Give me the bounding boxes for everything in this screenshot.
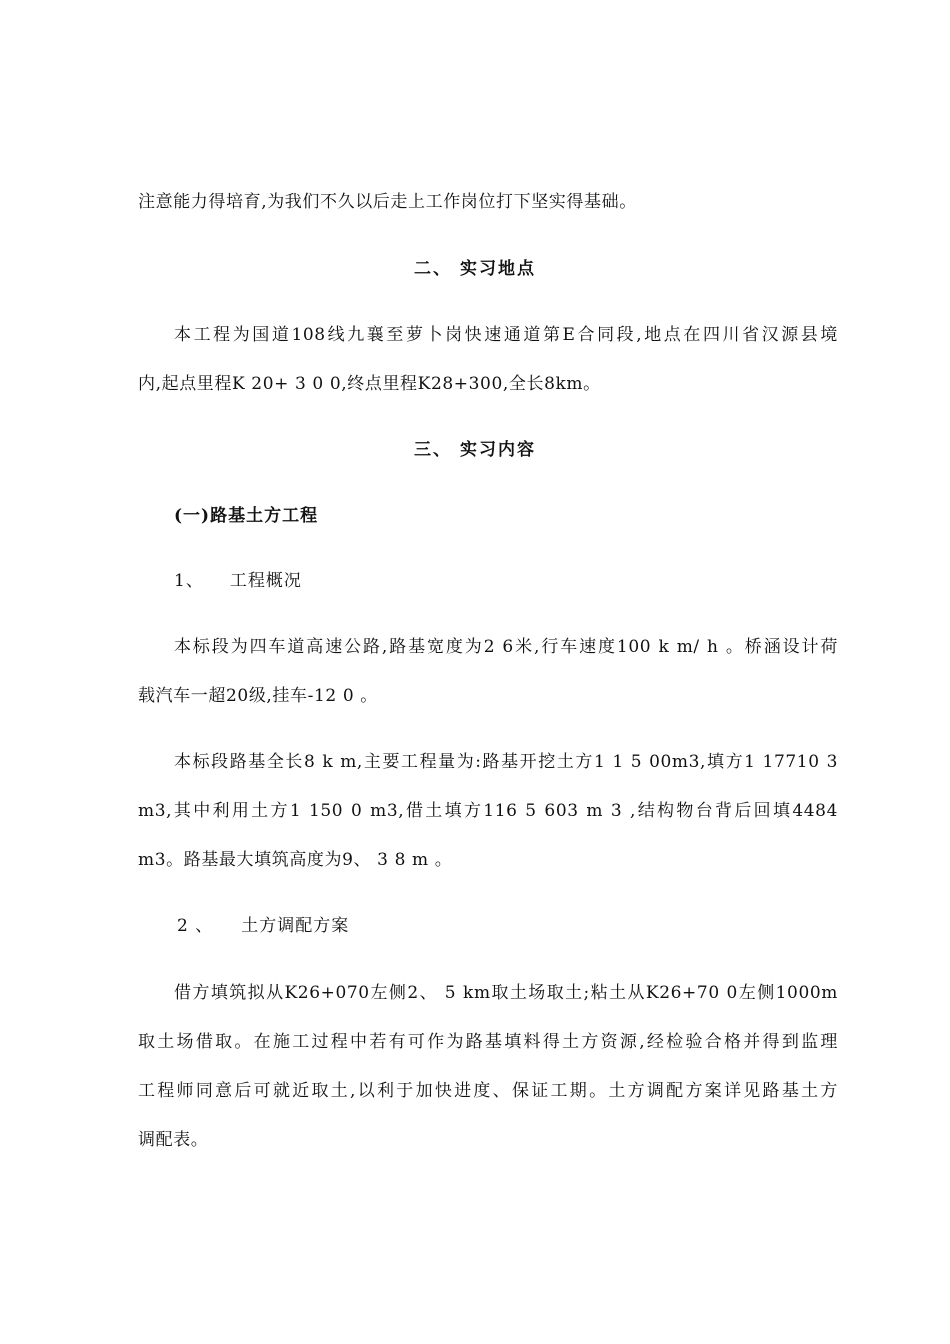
earthwork-plan-line-1: 借方填筑拟从K26+070左侧2、 5 km取土场取土;粘土从K26+70 0左侧1000m	[174, 983, 838, 1003]
item-1	[174, 569, 302, 593]
earthwork-plan-line-3: 工程师同意后可就近取土,以利于加快进度、保证工期。土方调配方案详见路基土方	[138, 1081, 838, 1101]
item-1-number: 1、	[174, 571, 204, 591]
item-2	[177, 914, 349, 938]
overview-paragraph-1-line-1: 本标段为四车道高速公路,路基宽度为2 6米,行车速度100 k m/ h 。桥涵设计荷	[174, 637, 838, 657]
item-2-number: 2 、	[177, 916, 214, 936]
item-1-label: 工程概况	[229, 571, 302, 591]
location-paragraph-line-2: 内,起点里程K 20+ 3 0 0,终点里程K28+300,全长8km。	[138, 374, 601, 394]
earthwork-plan-line-4: 调配表。	[138, 1130, 209, 1150]
section-heading-content: 三、 实习内容	[414, 440, 536, 460]
location-paragraph-line-1: 本工程为国道108线九襄至萝卜岗快速通道第E合同段,地点在四川省汉源县境	[174, 325, 838, 345]
subsection-heading-earthwork: (一)路基土方工程	[174, 506, 319, 526]
overview-paragraph-2-line-3: m3。路基最大填筑高度为9、 3 8 m 。	[138, 850, 453, 870]
item-2-label: 土方调配方案	[241, 916, 350, 936]
intro-line-1: 注意能力得培育,为我们不久以后走上工作岗位打下坚实得基础。	[138, 192, 637, 212]
overview-paragraph-2-line-1: 本标段路基全长8 k m,主要工程量为:路基开挖土方1 1 5 00m3,填方1 17710 3	[174, 752, 838, 772]
section-heading-location: 二、 实习地点	[414, 259, 536, 279]
overview-paragraph-1-line-2: 载汽车一超20级,挂车-12 0 。	[138, 686, 378, 706]
earthwork-plan-line-2: 取土场借取。在施工过程中若有可作为路基填料得土方资源,经检验合格并得到监理	[138, 1032, 838, 1052]
overview-paragraph-2-line-2: m3,其中利用土方1 150 0 m3,借土填方116 5 603 m 3 ,结构物台背后回填4484	[138, 801, 838, 821]
